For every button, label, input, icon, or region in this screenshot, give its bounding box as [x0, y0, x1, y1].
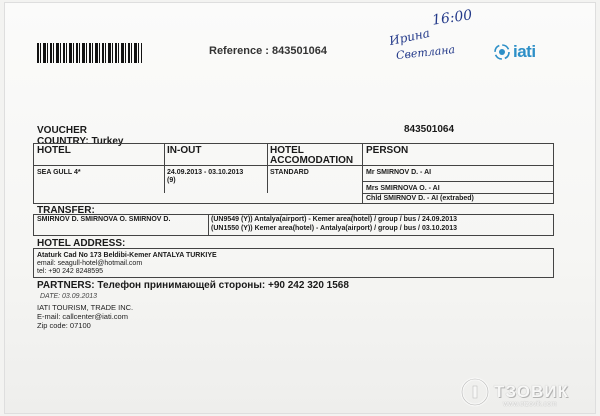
- hotel-table-row-divider-2: [362, 193, 554, 194]
- document-date: DATE: 03.09.2013: [40, 293, 98, 300]
- transfer-passengers: SMIRNOV D. SMIRNOVA O. SMIRNOV D.: [37, 216, 171, 223]
- in-out-header: IN-OUT: [167, 145, 202, 156]
- voucher-number: 843501064: [404, 124, 455, 135]
- person-1: Mr SMIRNOV D. - AI: [366, 169, 432, 176]
- transfer-route-1: (UN9549 (Y)) Antalya(airport) - Kemer area(hotel) / group / bus / 24.09.2013: [211, 216, 457, 223]
- voucher-title: VOUCHER: [37, 125, 88, 136]
- hotel-table-col-divider-3: [362, 143, 363, 204]
- company-name: IATI TOURISM, TRADE INC.: [37, 303, 134, 312]
- accommodation-header-line-2: ACCOMODATION: [270, 155, 354, 166]
- barcode: [37, 43, 142, 63]
- otzovik-logo-icon: [460, 377, 490, 407]
- company-zip: Zip code: 07100: [37, 321, 91, 330]
- company-info: [37, 303, 133, 330]
- partners-phone: PARTNERS: Телефон принимающей стороны: +90 242 320 1568: [37, 280, 349, 291]
- person-2: Mrs SMIRNOVA O. - AI: [366, 185, 440, 192]
- person-header: PERSON: [366, 145, 409, 156]
- hotel-header: HOTEL: [37, 145, 71, 156]
- hotel-address-title: HOTEL ADDRESS:: [37, 238, 126, 249]
- hotel-name: SEA GULL 4*: [37, 169, 81, 176]
- stay-nights: (9): [167, 177, 176, 184]
- transfer-table-col-divider: [208, 214, 209, 236]
- hotel-phone: tel: +90 242 8248595: [37, 268, 103, 275]
- transfer-route-2: (UN1550 (Y)) Kemer area(hotel) - Antalya(airport) / group / bus / 03.10.2013: [211, 225, 457, 232]
- hotel-email: email: seagull-hotel@hotmail.com: [37, 260, 143, 267]
- handwritten-time: 16:00: [431, 7, 474, 29]
- iati-logo: [494, 42, 536, 62]
- company-email: E-mail: callcenter@iati.com: [37, 312, 128, 321]
- room-type: STANDARD: [270, 169, 309, 176]
- hotel-table-col-divider-2: [267, 143, 268, 193]
- person-3: Chld SMIRNOV D. - AI (extrabed): [366, 195, 474, 202]
- hotel-table-row-divider-1: [362, 181, 554, 182]
- transfer-title: TRANSFER:: [37, 205, 95, 216]
- stay-dates: 24.09.2013 - 03.10.2013: [167, 169, 244, 176]
- otzovik-watermark-url: www.otzovik.com: [503, 401, 557, 408]
- reference-number: Reference : 843501064: [209, 45, 328, 57]
- iati-logo-icon: [494, 44, 510, 60]
- voucher-country: COUNTRY: Turkey: [37, 136, 124, 147]
- accommodation-header-line-1: HOTEL: [270, 145, 304, 156]
- iati-logo-text: iati: [513, 42, 536, 61]
- hotel-address-line: Ataturk Cad No 173 Beldibi-Kemer ANTALYA TURKIYE: [37, 252, 217, 259]
- handwritten-name-2: Светлана: [395, 42, 456, 63]
- handwritten-name-1: Ирина: [387, 25, 431, 49]
- otzovik-watermark-text: ТЗОВИК: [494, 382, 569, 401]
- hotel-table-col-divider-1: [164, 143, 165, 193]
- voucher-page: [4, 2, 596, 414]
